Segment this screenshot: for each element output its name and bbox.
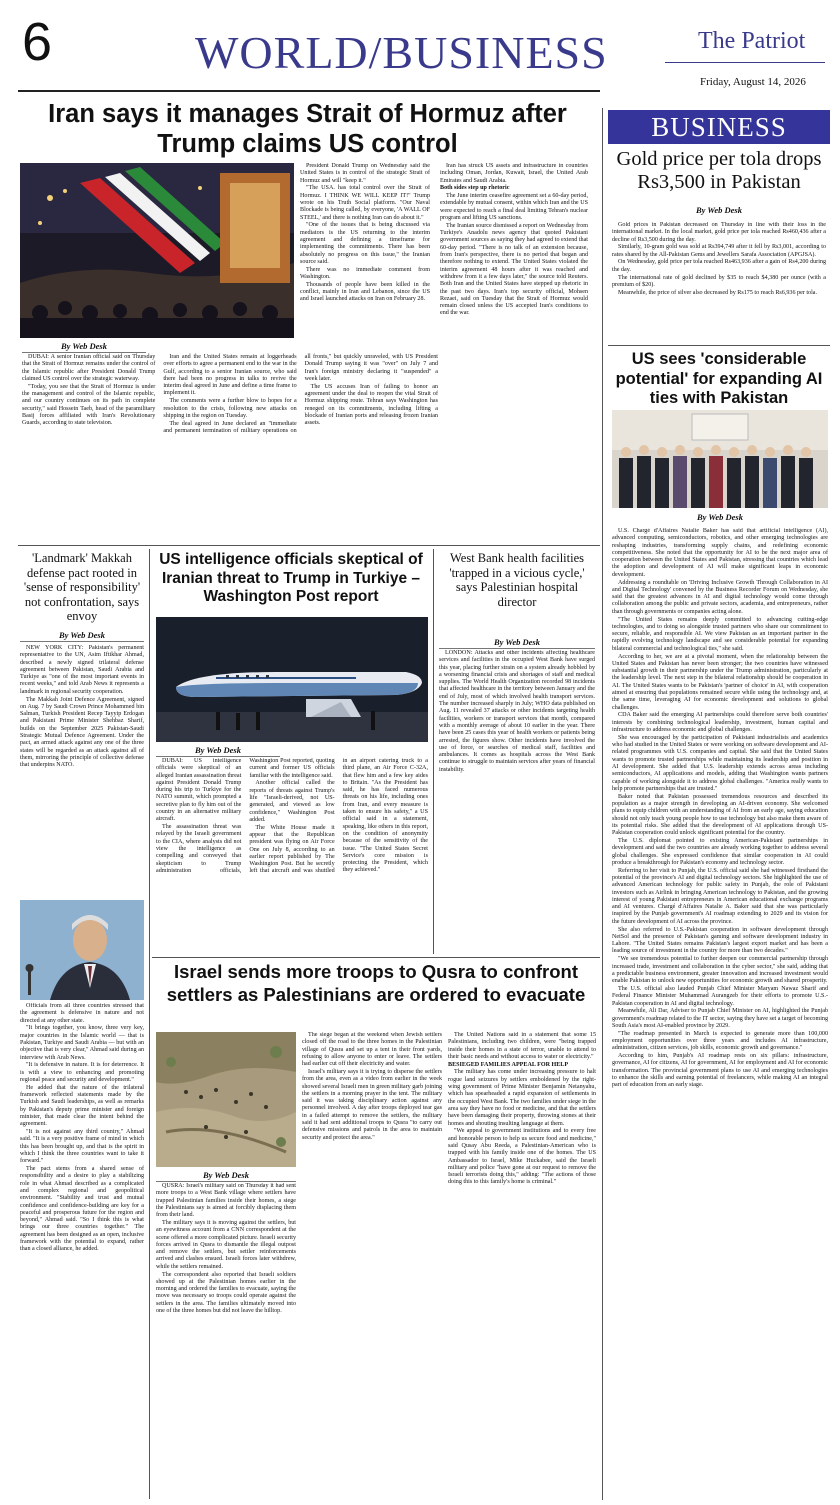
ai-paragraph: According to her, we are at a pivotal moment, when the relationship between the United States and Pakistan has never been stronger; the two countries have witnessed substantial growth in their partnership under the Trump administration, particularly at the leadership level. The next step in the bilateral relationship should be cooperation in AI. The United States wants to be Pakistan's 'partner of choice' in AI, with cooperation aimed at ensuring that populations remained secure while using the technology and, at the same time, leveraging AI for economic development and solutions to global challenges. <box>612 653 828 711</box>
usintel-paragraph: The assassination threat was relayed by the Israeli government to the CIA, where analysts did not view the intelligence as compelling and conveyed that skepticism to Trump administration officials, Washington Post reported, quoting current and former US officials familiar with the intelligence said. <box>156 758 335 874</box>
iran-paragraph: "Today, you see that the Strait of Hormuz is under the management and control of the Islamic republic, and our country continues on its path in complete security," said Hossein Taeb, head of the paramilitary Basij forces affiliated with Iran's Revolutionary Guards, according to state television. <box>22 383 156 427</box>
iran-article-body-col4 <box>440 163 588 543</box>
gold-byline: By Web Desk <box>696 205 742 215</box>
usintel-body <box>156 758 428 953</box>
ai-paragraph: Referring to her visit to Punjab, the U.S. official said she had witnessed firsthand the potential of the province's AI and digital technology sectors. She highlighted the use of advanced American technology for public safety in Punjab, the role of Pakistani investors such as Airlink in bringing American technology to Pakistan, and the growing interest of young Pakistani entrepreneurs in American educational exchange programs and AI ventures. Chargé d'Affaires Natalie A. Baker said that she was particularly inspired by the Punjab government's AI roadmap extending to 2029 and its vision for the future development of AI across the province. <box>612 867 828 925</box>
iran-paragraph: There was no immediate comment from Washington. <box>300 266 430 280</box>
makkah-paragraph: He added that the nature of the trilateral framework reflected statements made by the Turkish and Saudi leaderships, as well as remarks by Pakistan's deputy prime minister and foreign minister, that made clear the intent behind the agreement. <box>20 1084 144 1128</box>
usintel-paragraph: Another official called the reports of threats against Trump's life "Israeli-derived, not US-generated, and viewed as low confidence," Washington Post added. <box>249 780 335 823</box>
makkah-paragraph: The pact stems from a shared sense of responsibility and a desire to play a stabilizing role in what Ahmad described as a complicated and complex regional and geopolitical environment. "Stability and trust and mutual confidence and confidence-building are key for a peaceful and prosperous future for the region and beyond," Ahmad said. "So I think this is what brings our three countries together." The agreement has been designed as an open, inclusive framework with the potential to expand, rather than a closed alliance, he added. <box>20 1166 144 1253</box>
iran-article-body-col3 <box>300 163 430 543</box>
israel-paragraph: The military has come under increasing pressure to halt rogue land seizures by settlers emboldened by the right-wing government of Prime Minister Benjamin Netanyahu, which has spearheaded a rapid expansion of settlements in the occupied West Bank. The two families under siege in the area say they have no food or medicine, and that the settlers have been damaging their property, throwing stones at their homes and shouting insulting language at them. <box>448 1069 596 1127</box>
ai-body <box>612 528 828 1500</box>
makkah-paragraph: The Makkah Joint Defence Agreement, signed on Aug. 7 by Saudi Crown Prince Mohammed bin Salman, Turkish President Recep Tayyip Erdogan and Pakistani Prime Minister Shehbaz Sharif, builds on the September 2025 Pakistan-Saudi Strategic Mutual Defence Agreement. Under the pact, an armed attack against any one of the three states will be regarded as an attack against all of them, mirroring the principle of collective defense that underpins NATO. <box>20 696 144 769</box>
section-title: WORLD/BUSINESS <box>195 27 608 78</box>
group-photo <box>612 410 828 508</box>
ai-headline: US sees 'considerable potential' for expanding AI ties with Pakistan <box>615 350 823 407</box>
hillside-settlers-photo <box>156 1032 296 1167</box>
iran-paragraph: The deal agreed in June declared an "immediate and permanent termination of military operations on all fronts," but quickly unraveled, with US President Donald Trump saying it was "over" on July 7 and Iran's foreign ministry declaring it "suspended" a week later. <box>163 354 438 434</box>
israel-paragraph: The correspondent also reported that Israeli soldiers showed up at the Palestinian homes earlier in the morning and ordered the families to evacuate, saying the move was necessary so troops could operate against the settlers in the area. The families ultimately moved into one of the three homes but did not leave the hilltop. <box>156 1271 296 1315</box>
iran-subhead: Both sides step up rhetoric <box>440 185 510 192</box>
iran-paragraph: President Donald Trump on Wednesday said the United States is in control of the strategic Strait of Hormuz and will "keep it." <box>300 163 430 184</box>
masthead <box>0 0 840 92</box>
makkah-body-top <box>20 645 144 900</box>
israel-paragraph: The military says it is moving against the settlers, but an eyewitness account from a CNN correspondent at the scene offered a more complicated picture. Israeli security forces arrived in Qusra to dismantle the illegal outpost and remove the settlers, but settler reinforcements arrived and clashes ensued. Israeli forces later withdrew, while the settlers remained. <box>156 1219 296 1270</box>
masthead-rule <box>665 62 825 63</box>
usintel-paragraph: The White House made it appear that the Republican president was flying on Air Force One on July 8, according to an earlier report published by The Washington Post. But he secretly left that aircraft and was shuttled in an airport catering truck to a third plane, an Air Force C-32A, that flew him and a few key aides to Britain. "As the President has said, he has faced numerous threats on his life, including ones from Iran, and every measure is taken to ensure his safety," a US official said in a statement, speaking, like others in this report, on the condition of anonymity because of the sensitivity of the issue. "The United States Secret Service's core mission is protecting the President, which they achieved." <box>249 758 428 875</box>
iran-paragraph: Iran has struck US assets and infrastructure in countries including Oman, Jordan, Kuwait, Israel, the United Arab Emirates and Saudi Arabia. <box>440 163 588 184</box>
ai-byline: By Web Desk <box>697 512 743 522</box>
ai-paragraph: The U.S. diplomat pointed to existing American-Pakistani partnerships in development and said the two countries are already working together to address several global challenges. She expressed confidence that similar cooperation in AI could produce a breakthrough for Pakistan's economy and technology sector. <box>612 837 828 866</box>
israel-subhead: BESIEGED FAMILIES APPEAL FOR HELP <box>448 1061 569 1068</box>
israel-body-col2 <box>302 1032 442 1498</box>
ai-paragraph: Baker noted that Pakistan possessed tremendous resources and described its population as a major strength in developing an AI-driven economy. She welcomed plans to equip children with an understanding of AI from an early age, saying education should not only teach young people how to use technology but also make them aware of its potential risks. She added that the development of AI applications through US-Pakistan cooperation could unlock significant potential for the country. <box>612 793 828 837</box>
ai-paragraph: The U.S. official also lauded Punjab Chief Minister Maryam Nawaz Sharif and Federal Finance Minister Muhammad Aurangzeb for their efforts to promote U.S.-Pakistan cooperation in AI and digital technology. <box>612 985 828 1007</box>
ai-paragraph: "The roadmap presented in March is expected to generate more than 100,000 employment opportunities over three years and includes AI infrastructure, administration, citizen services, job skills, economic growth and governance." <box>612 1030 828 1052</box>
israel-headline: Israel sends more troops to Qusra to confront settlers as Palestinians are ordered to evacuate <box>166 961 586 1005</box>
gold-headline: Gold price per tola drops Rs3,500 in Pakistan <box>616 148 822 193</box>
iran-paragraph: "The USA. has total control over the Strait of Hormuz. I THINK WE WILL KEEP IT!" Trump wrote on his Truth Social platform. "Our Naval Blockade is being called, by everyone, 'A WALL OF STEEL,' and there is nothing Iran can do about it." <box>300 185 430 221</box>
usintel-headline: US intelligence officials skeptical of Iranian threat to Trump in Turkiye – Washington Post report <box>159 551 423 605</box>
iran-paragraph: Thousands of people have been killed in the conflict, mainly in Iran and Lebanon, since the US and Israel launched attacks on Iran on February 28. <box>300 281 430 303</box>
israel-paragraph: The United Nations said in a statement that some 15 Palestinians, including two children, were "being trapped inside their homes in a state of terror, unable to attend to their basic needs and without access to water or electricity." <box>448 1032 596 1060</box>
makkah-body-bottom <box>20 1003 144 1498</box>
column-rule <box>602 108 603 1500</box>
ai-paragraph: She was encouraged by the participation of Pakistani industrialists and academics who had studied in the United States or were working on software development and AI-related programmes with U.S. companies and capital. She said that the United States wants to promote trusted partnerships while maintaining its leadership and position in AI development. She added that U.S. leadership extends across areas including semiconductors, AI applications and models, adding that Washington wants partners capable of working alongside it to address global challenges. "America really wants to help promote partnerships that are trusted." <box>612 734 828 792</box>
ai-paragraph: CDA Baker said the emerging AI partnerships could therefore serve both countries' interests by combining technological leadership, investment, human capital and infrastructure to address economic and global challenges. <box>612 712 828 734</box>
envoy-portrait-photo <box>20 900 144 1000</box>
masthead-underline <box>18 90 600 92</box>
makkah-paragraph: NEW YORK CITY: Pakistan's permanent representative to the UN, Asim Iftikhar Ahmad, described a newly signed trilateral defense agreement between Pakistan, Saudi Arabia and Turkiye as "one of the most important events in recent weeks," and told Arab News it represents a landmark in regional security cooperation. <box>20 645 144 695</box>
usintel-paragraph: DUBAI: US intelligence officials were skeptical of an alleged Iranian assassination threat against President Donald Trump during his trip to Turkiye for the NATO summit, which prompted a secretive plan to fly him out of the country in an alternative military aircraft. <box>156 758 242 823</box>
column-rule <box>433 549 434 954</box>
paper-name: The Patriot <box>698 28 806 54</box>
air-force-one-photo <box>156 617 428 742</box>
issue-date: Friday, August 14, 2026 <box>700 76 806 88</box>
iran-paragraph: The US accuses Iran of failing to honor an agreement under the deal to reopen the vital Strait of Hormuz shipping route. Tehran says Washington has reneged on its commitments, including lifting a blockade of Iranian ports and releasing frozen Iranian assets. <box>304 383 438 427</box>
gold-body <box>612 222 826 342</box>
israel-paragraph: QUSRA: Israel's military said on Thursday it had sent more troops to a West Bank village where settlers have trapped Palestinian families inside their homes, a siege the Palestinians say is aimed at forcibly displacing them from their land. <box>156 1183 296 1219</box>
section-divider <box>152 957 600 958</box>
israel-paragraph: Israel's military says it is trying to disperse the settlers from the area, even as a video from earlier in the week showed several Israeli men in green military garb joining the settlers in a morning prayer in the tent. The military said it was taking disciplinary action against any personnel involved. A day after troops deployed tear gas in a failed attempt to remove the settlers, the military said it had sent additional troops to Qusra "to carry out defensive missions and patrols in the area to maintain security and protect the area." <box>302 1068 442 1141</box>
ai-paragraph: She also referred to U.S.-Pakistan cooperation in software development through NetSol and the presence of Pakistan's gaming and software development industry in Lahore. "The United States remains Pakistan's largest export market and has been a leading source of investment in the country for more than two decades." <box>612 926 828 955</box>
iran-paragraph: The comments were a further blow to hopes for a resolution to the crisis, following new attacks on shipping in the region on Tuesday. <box>163 398 297 419</box>
iran-paragraph: DUBAI: A senior Iranian official said on Thursday that the Strait of Hormuz remains under the control of the Islamic republic after President Donald Trump claimed US control over the strategic waterway. <box>22 354 156 382</box>
ai-paragraph: U.S. Chargé d'Affaires Natalie Baker has said that artificial intelligence (AI), advanced computing, semiconductors, robotics, and other emerging technologies are reshaping industries, transforming supply chains, and redefining economic competitiveness. She noted that the opportunity for AI to be the next major area of cooperation between the United States and Pakistan, stressing that countries which lead the adoption and development of AI will make significant leaps in economic development. <box>612 528 828 578</box>
business-banner-label: BUSINESS <box>651 111 787 142</box>
israel-paragraph: "We appeal to government institutions and to every free and honorable person to help us secure food and medicine," said Qusay Abu Reeda, a Palestinian-American who is trapped with his family inside one of the homes. The US Ambassador to Israel, Mike Huckabee, said the Israeli military and police "have gone at our request to remove the Israeli terrorists doing this," adding: "The actions of those doing this to this family's home is criminal." <box>448 1128 596 1186</box>
makkah-byline: By Web Desk <box>20 630 144 642</box>
westbank-body <box>439 650 595 953</box>
usintel-byline: By Web Desk <box>156 745 280 757</box>
ai-paragraph: "The United States remains deeply committed to advancing cutting-edge technologies, and to doing so alongside trusted partners who share our commitment to secure, reliable, and responsible AI. We view Pakistan as an important partner in the rapidly evolving technology landscape and see considerable potential for expanding bilateral commercial and technological ties," she said. <box>612 616 828 652</box>
festival-crowd-photo <box>20 163 294 338</box>
westbank-headline: West Bank health facilities 'trapped in a vicious cycle,' says Palestinian hospital director <box>449 551 585 609</box>
makkah-headline: 'Landmark' Makkah defense pact rooted in 'sense of responsibility' not confrontation, says envoy <box>23 551 141 623</box>
makkah-paragraph: Officials from all three countries stressed that the agreement is defensive in nature and not directed at any other state. <box>20 1003 144 1024</box>
iran-headline: Iran says it manages Strait of Hormuz after Trump claims US control <box>48 100 567 158</box>
makkah-paragraph: "It brings together, you know, three very key, major countries in the Islamic world — that is Pakistan, Turkiye and Saudi Arabia — but with an objective that is very clear," Ahmad said during an interview with Arab News. <box>20 1025 144 1061</box>
westbank-paragraph: LONDON: Attacks and other incidents affecting healthcare services and facilities in the occupied West Bank have surged this year, placing further strain on a system already hobbled by a worsening financial crisis and shortages of staff and medical supplies. The World Health Organization recorded 98 incidents that affected healthcare in the territory between January and the end of July, most of which involved health transport services. The number increased sharply in July; WHO data published on Aug. 11 revealed 37 attacks or other incidents targeting health facilities, workers or transport services that month, compared with a monthly average of about 10 earlier in the year. There have been 25 cases this year of health workers or patients being arrested, the figures show. Other incidents have involved the use of force, or searches of medical staff, facilities and ambulances. It comes as hospitals across the West Bank continue to struggle to maintain services after years of financial instability. <box>439 650 595 773</box>
gold-paragraph: Similarly, 10-gram gold was sold at Rs394,749 after it fell by Rs3,001, according to rates shared by the All-Pakistan Gems and Jewellers Sarafa Association (APGJSA). <box>612 244 826 258</box>
makkah-paragraph: "It is defensive in nature. It is for deterrence. It is with a view to enhancing and promoting regional peace and security and development." <box>20 1062 144 1083</box>
israel-byline: By Web Desk <box>156 1170 296 1182</box>
section-divider <box>608 345 830 346</box>
iran-paragraph: Iran and the United States remain at loggerheads over efforts to agree a permanent end to the war in the Gulf, according to a senior Iranian source, who said there had been no progress in talks to revive the interim deal agreed in June and define a time frame to implement it. <box>163 354 297 397</box>
israel-paragraph: The siege began at the weekend when Jewish settlers closed off the road to the three homes in the Palestinian village of Qusra and set up a tent in their front yards, refusing to allow anyone to enter or leave. The settlers had earlier cut off their electricity and water. <box>302 1032 442 1068</box>
page-number: 6 <box>22 12 53 72</box>
gold-paragraph: Meanwhile, the price of silver also decreased by Rs175 to reach Rs6,936 per tola. <box>618 289 818 296</box>
ai-paragraph: Addressing a roundtable on 'Driving Inclusive Growth Through Collaboration in AI and Digital Technology' convened by the Business Recorder Forum on Wednesday, she said that the greatest advances in AI and digital technology would come through collaboration among the public and private sectors, academia, and entrepreneurs, rather than through governments or companies acting alone. <box>612 579 828 615</box>
israel-body-col1 <box>156 1183 296 1498</box>
ai-paragraph: Meanwhile, Ali Dar, Adviser to Punjab Chief Minister on AI, highlighted the Punjab government's roadmap related to the IT sector, saying they have set a target of becoming South Asia's most AI-enabled province by 2029. <box>612 1008 828 1029</box>
westbank-byline: By Web Desk <box>439 637 595 649</box>
israel-body-col3 <box>448 1032 596 1498</box>
column-rule <box>149 549 150 1499</box>
gold-paragraph: On Wednesday, gold price per tola reached Rs463,936 after a gain of Rs4,200 during the day. <box>612 259 826 273</box>
iran-paragraph: The June interim ceasefire agreement set a 60-day period, extendable by mutual consent, within which Iran and the US were expected to reach a final deal limiting Tehran's nuclear program and lifting US sanctions. <box>440 193 588 222</box>
gold-paragraph: Gold prices in Pakistan decreased on Thursday in line with their loss in the international market. In the local market, gold price per tola reached Rs460,436 after a decline of Rs3,500 during the day. <box>612 222 826 243</box>
makkah-paragraph: "It is not against any third country," Ahmad said. "It is a very positive frame of mind in which this has been brought up, and that is the spirit in which I think the three countries want to take it forward." <box>20 1129 144 1165</box>
gold-paragraph: The international rate of gold declined by $35 to reach $4,380 per ounce (with a premium of $20). <box>612 274 826 288</box>
iran-paragraph: The Iranian source dismissed a report on Wednesday from Turkiye's Anadolu news agency that quoted Pakistani government sources as saying they had agreed to extend that 60-day period. "There is no talk of an extension because, from Iran's perspective, there is no period that began and therefore nothing to extend. The United States violated the interim agreement 48 hours after it was reached and withdrew from it a few days later," the source told Reuters. Both Iran and the United States have stepped up rhetoric in the past two days. Iran's top security official, Mohsen Rezaei, said on Tuesday that the Strait of Hormuz would remain closed unless the US accepted Iran's conditions to end the war. <box>440 222 588 317</box>
iran-paragraph: "One of the issues that is being discussed via mediators is the US returning to the interim agreement and defining a timeframe for implementing the commitments. There has been absolutely no progress on this issue," the Iranian source said. <box>300 222 430 265</box>
section-divider <box>18 545 600 546</box>
ai-paragraph: According to him, Punjab's AI roadmap rests on six pillars: infrastructure, governance, AI for citizens, AI for government, AI for employment and AI for economic transformation. The provincial government plans to use AI and emerging technologies to enhance the skills and earning potential of freelancers, while making AI an integral part of education from an early stage. <box>612 1053 828 1089</box>
business-banner <box>608 110 830 144</box>
ai-paragraph: "We see tremendous potential to further deepen our commercial partnership through increased trade, investment and collaboration in the cyber sector," she said, adding that a predictable business environment, greater innovation and increased investment would enable Pakistan to unlock new opportunities for economic growth and shared prosperity. <box>612 956 828 985</box>
iran-byline: By Web Desk <box>22 341 146 353</box>
